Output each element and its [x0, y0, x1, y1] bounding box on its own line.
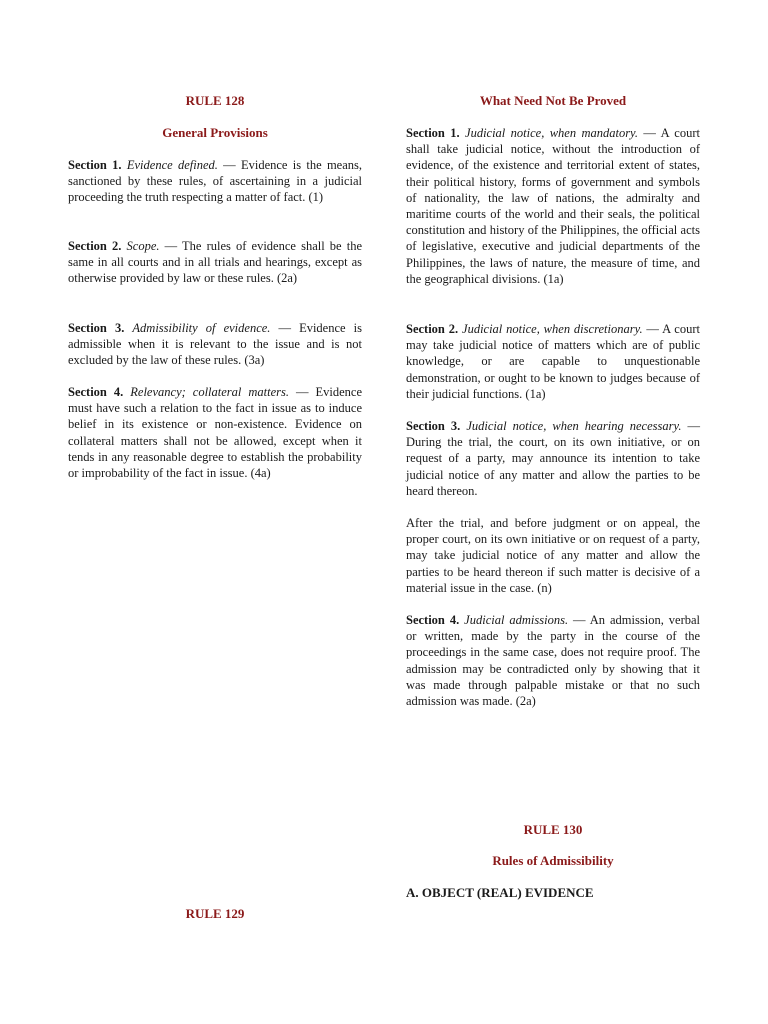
section-title: Evidence defined.	[126, 158, 218, 172]
rule129-section-1	[406, 125, 700, 287]
what-need-not-be-proved-heading: What Need Not Be Proved	[479, 93, 627, 108]
section-body: — Evidence must have such a relation to the fact in issue as to induce belief in its existence or non-existence. Evidence on collateral matters shall not be allowed, except when it tends in any reasonable degree to establish the probability or improbability of the fact in issue. (4a)	[68, 385, 362, 481]
rule128-section-3	[68, 320, 362, 369]
section-label: Section 1.	[68, 158, 122, 172]
section-label: Section 3.	[68, 321, 125, 335]
section-body: — The rules of evidence shall be the same in all courts and in all trials and hearings, except as otherwise provided by law or these rules. (2a)	[68, 239, 362, 286]
section-label: Section 3.	[406, 419, 461, 433]
section-label: Section 4.	[68, 385, 124, 399]
section-body: After the trial, and before judgment or on appeal, the proper court, on its own initiative or on request of a party, may take judicial notice of any matter and allow the parties to be heard thereon if such matter is decisive of a material issue in the case. (n)	[406, 516, 700, 595]
section-body: — An admission, verbal or written, made by the party in the course of the proceedings in the same case, does not require proof. The admission may be contradicted only by showing that it was made through palpable mistake or that no such admission was made. (2a)	[406, 613, 701, 709]
section-title: Scope.	[126, 239, 160, 253]
rule-129-heading: RULE 129	[185, 906, 245, 921]
section-label: Section 4.	[406, 613, 460, 627]
section-title: Relevancy; collateral matters.	[130, 385, 289, 399]
rule129-section-3	[406, 418, 700, 499]
rule129-section-3-continued	[406, 515, 700, 596]
section-title: Judicial notice, when mandatory.	[465, 126, 639, 140]
section-body: — Evidence is the means, sanctioned by these rules, of ascertaining in a judicial proceeding the truth respecting a matter of fact. (1)	[68, 158, 363, 205]
rule128-section-1	[68, 157, 362, 206]
section-title: Judicial admissions.	[464, 613, 569, 627]
section-label: Section 2.	[406, 322, 459, 336]
section-body: — A court shall take judicial notice, without the introduction of evidence, of the existence and territorial extent of states, their political history, forms of government and symbols of nationality, the law of nations, the admiralty and maritime courts of the world and their seals, the political constitution and history of the Philippines, the official acts of legislative, executive and judicial departments of the Philippines, the laws of nature, the measure of time, and the geographical divisions. (1a)	[406, 126, 700, 286]
rule129-section-4	[406, 612, 700, 709]
section-body: — A court may take judicial notice of matters which are of public knowledge, or are capable to unquestionable demonstration, or ought to be known to judges because of their judicial functions. (1a)	[406, 322, 700, 401]
rule128-section-4	[68, 384, 362, 481]
rule-130-heading: RULE 130	[523, 822, 583, 837]
section-body: — During the trial, the court, on its own initiative, or on request of a party, may announce its intention to take judicial notice of any matter and allow the parties to be heard thereon.	[406, 419, 700, 498]
rule-128-heading: RULE 128	[185, 93, 245, 108]
general-provisions-heading: General Provisions	[162, 125, 268, 140]
rules-of-admissibility-heading: Rules of Admissibility	[492, 853, 614, 868]
object-evidence-heading: A. OBJECT (REAL) EVIDENCE	[406, 885, 594, 900]
section-label: Section 2.	[68, 239, 122, 253]
section-body: — Evidence is admissible when it is relevant to the issue and is not excluded by the law of these rules. (3a)	[68, 321, 362, 368]
section-title: Admissibility of evidence.	[132, 321, 271, 335]
section-title: Judicial notice, when discretionary.	[462, 322, 643, 336]
section-title: Judicial notice, when hearing necessary.	[466, 419, 682, 433]
rule129-section-2	[406, 321, 700, 402]
section-label: Section 1.	[406, 126, 460, 140]
rule128-section-2	[68, 238, 362, 287]
